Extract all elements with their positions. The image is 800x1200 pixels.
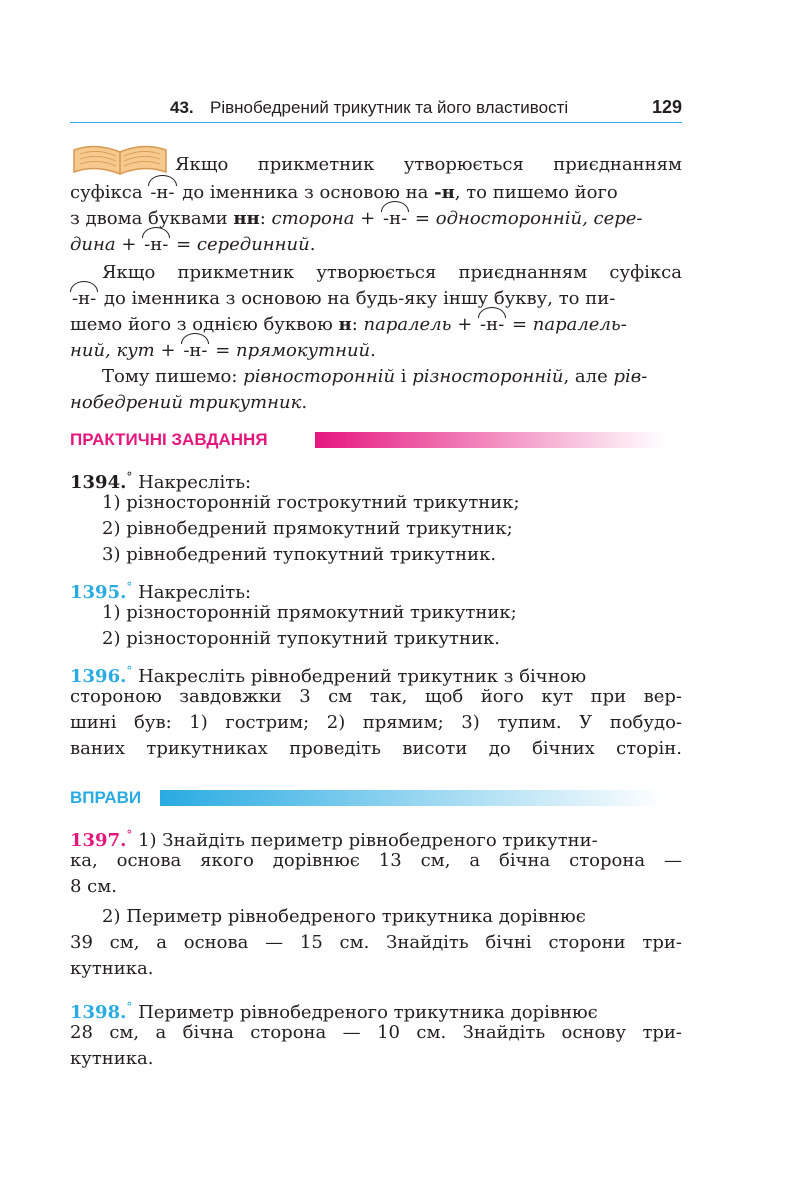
task-1395-item: 2) різносторонній тупокутний трикутник.	[102, 628, 500, 649]
task-1398: 1398.° Периметр рівнобедреного трикутника дорівнює	[70, 1000, 598, 1023]
task-1398-line: 28 см, а бічна сторона — 10 см. Знайдіть основу три-	[70, 1022, 682, 1043]
task-1397-line: ка, основа якого дорівнює 13 см, а бічна сторона —	[70, 850, 682, 871]
task-1398-line: кутника.	[70, 1048, 154, 1069]
task-1396-line: ваних трикутниках проведіть висоти до бічних сторін.	[70, 738, 682, 759]
task-1395-item: 1) різносторонній прямокутний трикутник;	[102, 602, 517, 623]
task-1396-line: стороною завдовжки 3 см так, щоб його кут при вер-	[70, 686, 682, 707]
task-1395: 1395.° Накресліть:	[70, 580, 252, 603]
suffix-n: -н-	[181, 338, 209, 364]
rule-p3-line1: Тому пишемо: рівносторонній і різносторонній, але рів-	[102, 366, 648, 387]
exercises-heading-bar	[70, 786, 670, 810]
suffix-n: -н-	[381, 206, 409, 232]
task-1396: 1396.° Накресліть рівнобедрений трикутник з бічною	[70, 664, 587, 687]
task-1397-line: кутника.	[70, 958, 154, 979]
practical-heading-bar	[70, 428, 670, 452]
task-1394: 1394.° Накресліть:	[70, 470, 252, 493]
task-1394-item: 2) рівнобедрений прямокутний трикутник;	[102, 518, 513, 539]
page-number: 129	[651, 97, 682, 117]
task-1397-line: 39 см, а основа — 15 см. Знайдіть бічні сторони три-	[70, 932, 682, 953]
cyan-gradient-bar	[160, 790, 665, 806]
task-1397-line: 8 см.	[70, 876, 117, 897]
section-title: Рівнобедрений трикутник та його властивості	[210, 98, 569, 117]
rule-p2-line2: -н- до іменника з основою на будь-яку іншу букву, то пи-	[70, 286, 682, 312]
pink-gradient-bar	[315, 432, 665, 448]
practical-heading: ПРАКТИЧНІ ЗАВДАННЯ	[70, 430, 268, 449]
task-1394-item: 3) рівнобедрений тупокутний трикутник.	[102, 544, 497, 565]
task-1397: 1397.° 1) Знайдіть периметр рівнобедреного трикутни-	[70, 828, 598, 851]
task-1394-item: 1) різносторонній гострокутний трикутник;	[102, 492, 520, 513]
rule-p2-line4: ний, кут + -н- = прямокутний.	[70, 338, 682, 364]
suffix-n: -н-	[478, 312, 506, 338]
rule-p2-line3: шемо його з однією буквою н: паралель + -н- = паралель-	[70, 312, 682, 338]
open-book-icon	[70, 142, 170, 178]
task-1396-line: шині був: 1) гострим; 2) прямим; 3) тупим. У побудо-	[70, 712, 682, 733]
rule-p1-line4: дина + -н- = серединний.	[70, 232, 682, 258]
rule-p2-line1: Якщо прикметник утворюється приєднанням суфікса	[102, 262, 682, 283]
suffix-n: -н-	[142, 232, 170, 258]
suffix-n: -н-	[148, 180, 176, 206]
rule-p1-line1: Якщо прикметник утворюється приєднанням	[175, 154, 682, 175]
rule-p1-line3: з двома буквами нн: сторона + -н- = односторонній, сере-	[70, 206, 682, 232]
rule-p3-line2: нобедрений трикутник.	[70, 392, 308, 413]
rule-p1-line2: суфікса -н- до іменника з основою на -н, то пишемо його	[70, 180, 682, 206]
exercises-heading: ВПРАВИ	[70, 788, 142, 807]
running-header	[70, 94, 682, 123]
suffix-n: -н-	[70, 286, 98, 312]
section-number: 43.	[170, 98, 194, 117]
task-1397-line: 2) Периметр рівнобедреного трикутника дорівнює	[102, 906, 586, 927]
